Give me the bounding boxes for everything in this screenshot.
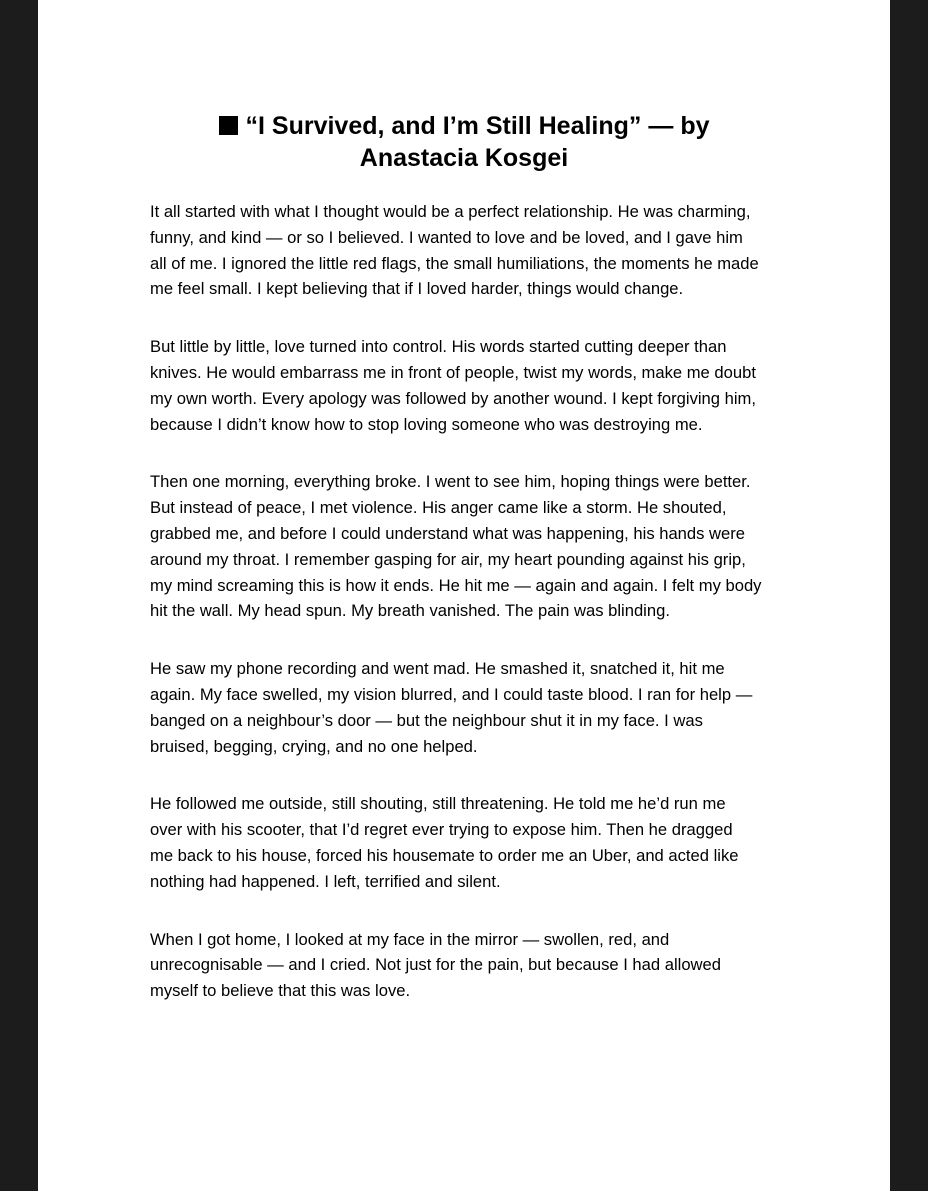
paragraph-line: But little by little, love turned into control. His words started cutting deeper than [150,337,727,357]
paragraph-3 [150,469,790,624]
paragraph-4 [150,656,790,759]
paragraph-line: grabbed me, and before I could understand what was happening, his hands were [150,523,746,543]
paragraph-line: nothing had happened. I left, terrified and silent. [150,871,501,891]
page-title [38,110,890,174]
paragraph-line: over with his scooter, that I’d regret ever trying to expose him. Then he dragged [150,820,733,840]
paragraph-2 [150,334,790,437]
paragraph-line: When I got home, I looked at my face in the mirror — swollen, red, and [150,929,670,949]
paragraph-line: bruised, begging, crying, and no one helped. [150,736,478,756]
paragraph-line: myself to believe that this was love. [150,981,411,1001]
story-body [150,199,790,1036]
black-square-icon [219,116,238,135]
document-page [38,0,890,1191]
paragraph-line: banged on a neighbour’s door — but the neighbour shut it in my face. I was [150,710,703,730]
title-text-1: “I Survived, and I’m Still Healing” — by [245,112,710,140]
title-line-1 [38,110,890,142]
paragraph-6 [150,927,790,1004]
paragraph-line: my mind screaming this is how it ends. He hit me — again and again. I felt my body [150,575,762,595]
paragraph-line: funny, and kind — or so I believed. I wanted to love and be loved, and I gave him [150,227,743,247]
paragraph-line: all of me. I ignored the little red flags, the small humiliations, the moments he made [150,253,759,273]
paragraph-line: He saw my phone recording and went mad. He smashed it, snatched it, hit me [150,659,725,679]
paragraph-line: because I didn’t know how to stop loving someone who was destroying me. [150,414,703,434]
paragraph-1 [150,199,790,302]
title-line-2: Anastacia Kosgei [359,144,569,172]
paragraph-line: He followed me outside, still shouting, still threatening. He told me he’d run me [150,794,726,814]
paragraph-line: knives. He would embarrass me in front of people, twist my words, make me doubt [150,362,756,382]
paragraph-line: unrecognisable — and I cried. Not just for the pain, but because I had allowed [150,955,721,975]
paragraph-5 [150,791,790,894]
paragraph-line: It all started with what I thought would be a perfect relationship. He was charming, [150,202,751,221]
paragraph-line: again. My face swelled, my vision blurred, and I could taste blood. I ran for help — [150,684,753,704]
paragraph-line: hit the wall. My head spun. My breath vanished. The pain was blinding. [150,601,670,621]
paragraph-line: my own worth. Every apology was followed by another wound. I kept forgiving him, [150,388,756,408]
paragraph-line: Then one morning, everything broke. I went to see him, hoping things were better. [150,472,751,492]
paragraph-line: me back to his house, forced his housemate to order me an Uber, and acted like [150,845,739,865]
paragraph-line: But instead of peace, I met violence. His anger came like a storm. He shouted, [150,498,727,518]
paragraph-line: around my throat. I remember gasping for air, my heart pounding against his grip, [150,549,746,569]
paragraph-line: me feel small. I kept believing that if I loved harder, things would change. [150,279,684,299]
